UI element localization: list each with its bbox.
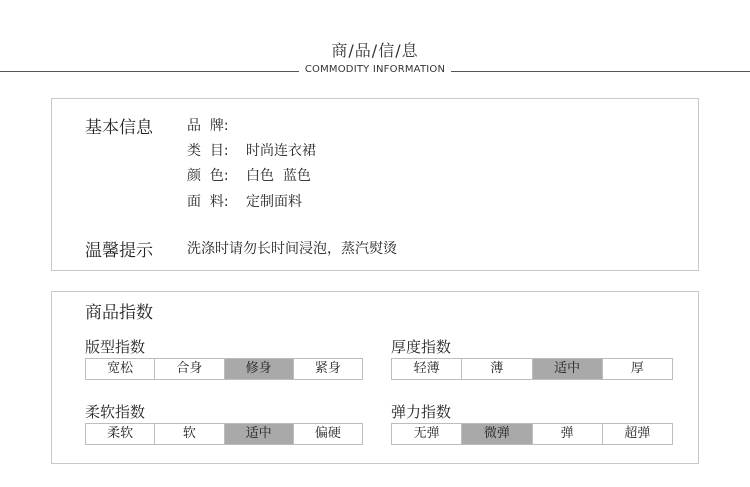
softness-option: 适中 <box>225 424 294 444</box>
brand-label: 品 牌: <box>187 118 229 134</box>
fabric-value: 定制面料 <box>246 194 302 210</box>
section-title: 商/品/信/息 <box>331 41 419 60</box>
fit-index-title: 版型指数 <box>85 338 146 356</box>
fit-option: 合身 <box>155 359 224 379</box>
softness-option: 柔软 <box>86 424 155 444</box>
thickness-option: 厚 <box>603 359 672 379</box>
fit-option: 修身 <box>225 359 294 379</box>
fit-option: 宽松 <box>86 359 155 379</box>
softness-option: 偏硬 <box>294 424 362 444</box>
softness-index-scale <box>85 423 363 445</box>
index-heading: 商品指数 <box>85 303 153 323</box>
fit-index-scale <box>85 358 363 380</box>
color-value: 白色 蓝色 <box>246 168 311 184</box>
tips-text: 洗涤时请勿长时间浸泡，蒸汽熨烫 <box>187 241 397 257</box>
thickness-index-scale <box>391 358 673 380</box>
elasticity-option: 无弹 <box>392 424 462 444</box>
softness-option: 软 <box>155 424 224 444</box>
thickness-option: 适中 <box>533 359 603 379</box>
thickness-option: 薄 <box>462 359 532 379</box>
elasticity-option: 微弹 <box>462 424 532 444</box>
thickness-option: 轻薄 <box>392 359 462 379</box>
softness-index-title: 柔软指数 <box>85 403 146 421</box>
color-label: 颜 色: <box>187 168 229 184</box>
basic-info-panel <box>51 98 699 271</box>
product-index-panel <box>51 291 699 464</box>
elasticity-option: 弹 <box>533 424 603 444</box>
fabric-label: 面 料: <box>187 194 229 210</box>
category-label: 类 目: <box>187 143 229 159</box>
section-subtitle-text: COMMODITY INFORMATION <box>299 64 451 75</box>
tips-heading: 温馨提示 <box>85 241 153 261</box>
fit-option: 紧身 <box>294 359 362 379</box>
elasticity-index-title: 弹力指数 <box>391 403 452 421</box>
elasticity-index-scale <box>391 423 673 445</box>
category-value: 时尚连衣裙 <box>246 143 316 159</box>
basic-info-heading: 基本信息 <box>85 118 153 138</box>
section-subtitle <box>0 64 750 75</box>
thickness-index-title: 厚度指数 <box>391 338 452 356</box>
elasticity-option: 超弹 <box>603 424 672 444</box>
